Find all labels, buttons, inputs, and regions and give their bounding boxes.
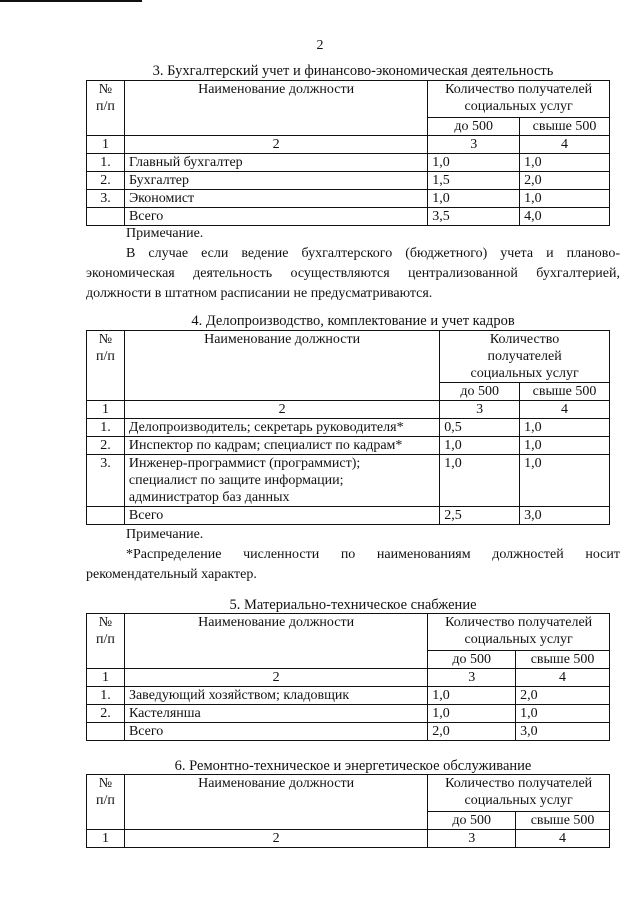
position-name: Экономист [124, 190, 427, 208]
value-over-500: 2,0 [520, 172, 610, 190]
staff-table [86, 774, 610, 848]
section-title: 5. Материально-техническое снабжение [229, 597, 477, 613]
header-position: Наименование должности [124, 81, 427, 136]
col-number: 2 [124, 401, 439, 419]
header-position: Наименование должности [124, 775, 427, 830]
total-over-500: 3,0 [516, 723, 610, 741]
total-row [87, 507, 610, 525]
total-row [87, 208, 610, 226]
col-number: 4 [520, 136, 610, 154]
section-title: 4. Делопроизводство, комплектование и учет кадров [191, 313, 515, 329]
header-count: Количество получателей социальных услуг [428, 81, 610, 118]
value-under-500: 1,0 [440, 455, 520, 507]
position-name: Кастелянша [124, 705, 427, 723]
section-title: 6. Ремонтно-техническое и энергетическое обслуживание [174, 758, 532, 774]
header-count: Количество получателей социальных услуг [428, 614, 610, 651]
col-number: 1 [87, 401, 125, 419]
top-rule [0, 0, 142, 2]
total-over-500: 3,0 [520, 507, 610, 525]
position-name: Заведующий хозяйством; кладовщик [124, 687, 427, 705]
header-count: Количество получателей социальных услуг [440, 331, 610, 383]
value-over-500: 1,0 [520, 419, 610, 437]
col-number: 3 [440, 401, 520, 419]
total-label: Всего [124, 208, 427, 226]
header-num: № п/п [87, 614, 125, 669]
header-sub-1: до 500 [428, 118, 520, 136]
col-number: 4 [516, 830, 610, 848]
staff-table [86, 80, 610, 226]
header-sub-2: свыше 500 [516, 812, 610, 830]
position-name: Делопроизводитель; секретарь руководителя* [124, 419, 439, 437]
header-num: № п/п [87, 775, 125, 830]
row-number: 3. [87, 455, 125, 507]
col-number: 4 [516, 669, 610, 687]
value-under-500: 1,5 [428, 172, 520, 190]
position-name: Инспектор по кадрам; специалист по кадрам* [124, 437, 439, 455]
row-number: 2. [87, 172, 125, 190]
total-empty [87, 208, 125, 226]
row-number: 1. [87, 687, 125, 705]
col-number: 1 [87, 669, 125, 687]
position-name: Инженер-программист (программист); специалист по защите информации; администратор баз данных [124, 455, 439, 507]
total-under-500: 2,5 [440, 507, 520, 525]
value-over-500: 1,0 [520, 437, 610, 455]
col-number: 1 [87, 830, 125, 848]
header-num: № п/п [87, 81, 125, 136]
value-over-500: 1,0 [520, 190, 610, 208]
col-number: 1 [87, 136, 125, 154]
table-row [87, 437, 610, 455]
total-label: Всего [124, 723, 427, 741]
value-under-500: 1,0 [428, 687, 516, 705]
col-number: 3 [428, 830, 516, 848]
note-text: *Распределение численности по наименованиям должностей носит рекомендательный характер. [86, 547, 620, 582]
position-name: Главный бухгалтер [124, 154, 427, 172]
table-row [87, 455, 610, 507]
total-under-500: 2,0 [428, 723, 516, 741]
value-under-500: 0,5 [440, 419, 520, 437]
header-sub-2: свыше 500 [516, 651, 610, 669]
col-number: 3 [428, 136, 520, 154]
table-row [87, 154, 610, 172]
col-number: 2 [124, 136, 427, 154]
header-position: Наименование должности [124, 614, 427, 669]
section-title: 3. Бухгалтерский учет и финансово-экономическая деятельность [152, 63, 554, 79]
row-number: 3. [87, 190, 125, 208]
note-label: Примечание. [126, 226, 204, 241]
staff-table [86, 613, 610, 741]
table-row [87, 419, 610, 437]
row-number: 1. [87, 154, 125, 172]
header-sub-1: до 500 [440, 383, 520, 401]
col-number: 4 [520, 401, 610, 419]
header-sub-1: до 500 [428, 812, 516, 830]
header-count: Количество получателей социальных услуг [428, 775, 610, 812]
position-name: Бухгалтер [124, 172, 427, 190]
col-number: 2 [124, 830, 427, 848]
row-number: 2. [87, 437, 125, 455]
value-under-500: 1,0 [440, 437, 520, 455]
total-empty [87, 507, 125, 525]
total-row [87, 723, 610, 741]
staff-table [86, 330, 610, 525]
col-number: 3 [428, 669, 516, 687]
page-number: 2 [316, 38, 324, 53]
total-over-500: 4,0 [520, 208, 610, 226]
table-row [87, 172, 610, 190]
total-empty [87, 723, 125, 741]
header-sub-1: до 500 [428, 651, 516, 669]
value-under-500: 1,0 [428, 190, 520, 208]
row-number: 2. [87, 705, 125, 723]
table-row [87, 687, 610, 705]
value-over-500: 1,0 [520, 154, 610, 172]
value-under-500: 1,0 [428, 154, 520, 172]
total-label: Всего [124, 507, 439, 525]
table-row [87, 705, 610, 723]
value-under-500: 1,0 [428, 705, 516, 723]
header-num: № п/п [87, 331, 125, 401]
total-under-500: 3,5 [428, 208, 520, 226]
table-row [87, 190, 610, 208]
value-over-500: 2,0 [516, 687, 610, 705]
row-number: 1. [87, 419, 125, 437]
header-sub-2: свыше 500 [520, 118, 610, 136]
value-over-500: 1,0 [516, 705, 610, 723]
value-over-500: 1,0 [520, 455, 610, 507]
header-sub-2: свыше 500 [520, 383, 610, 401]
note-text: В случае если ведение бухгалтерского (бюджетного) учета и планово-экономическая деятельность осуществляются централизованной бухгалтерией, должности в штатном расписании не предусматриваются. [86, 246, 620, 301]
col-number: 2 [124, 669, 427, 687]
note-label: Примечание. [126, 527, 204, 542]
header-position: Наименование должности [124, 331, 439, 401]
